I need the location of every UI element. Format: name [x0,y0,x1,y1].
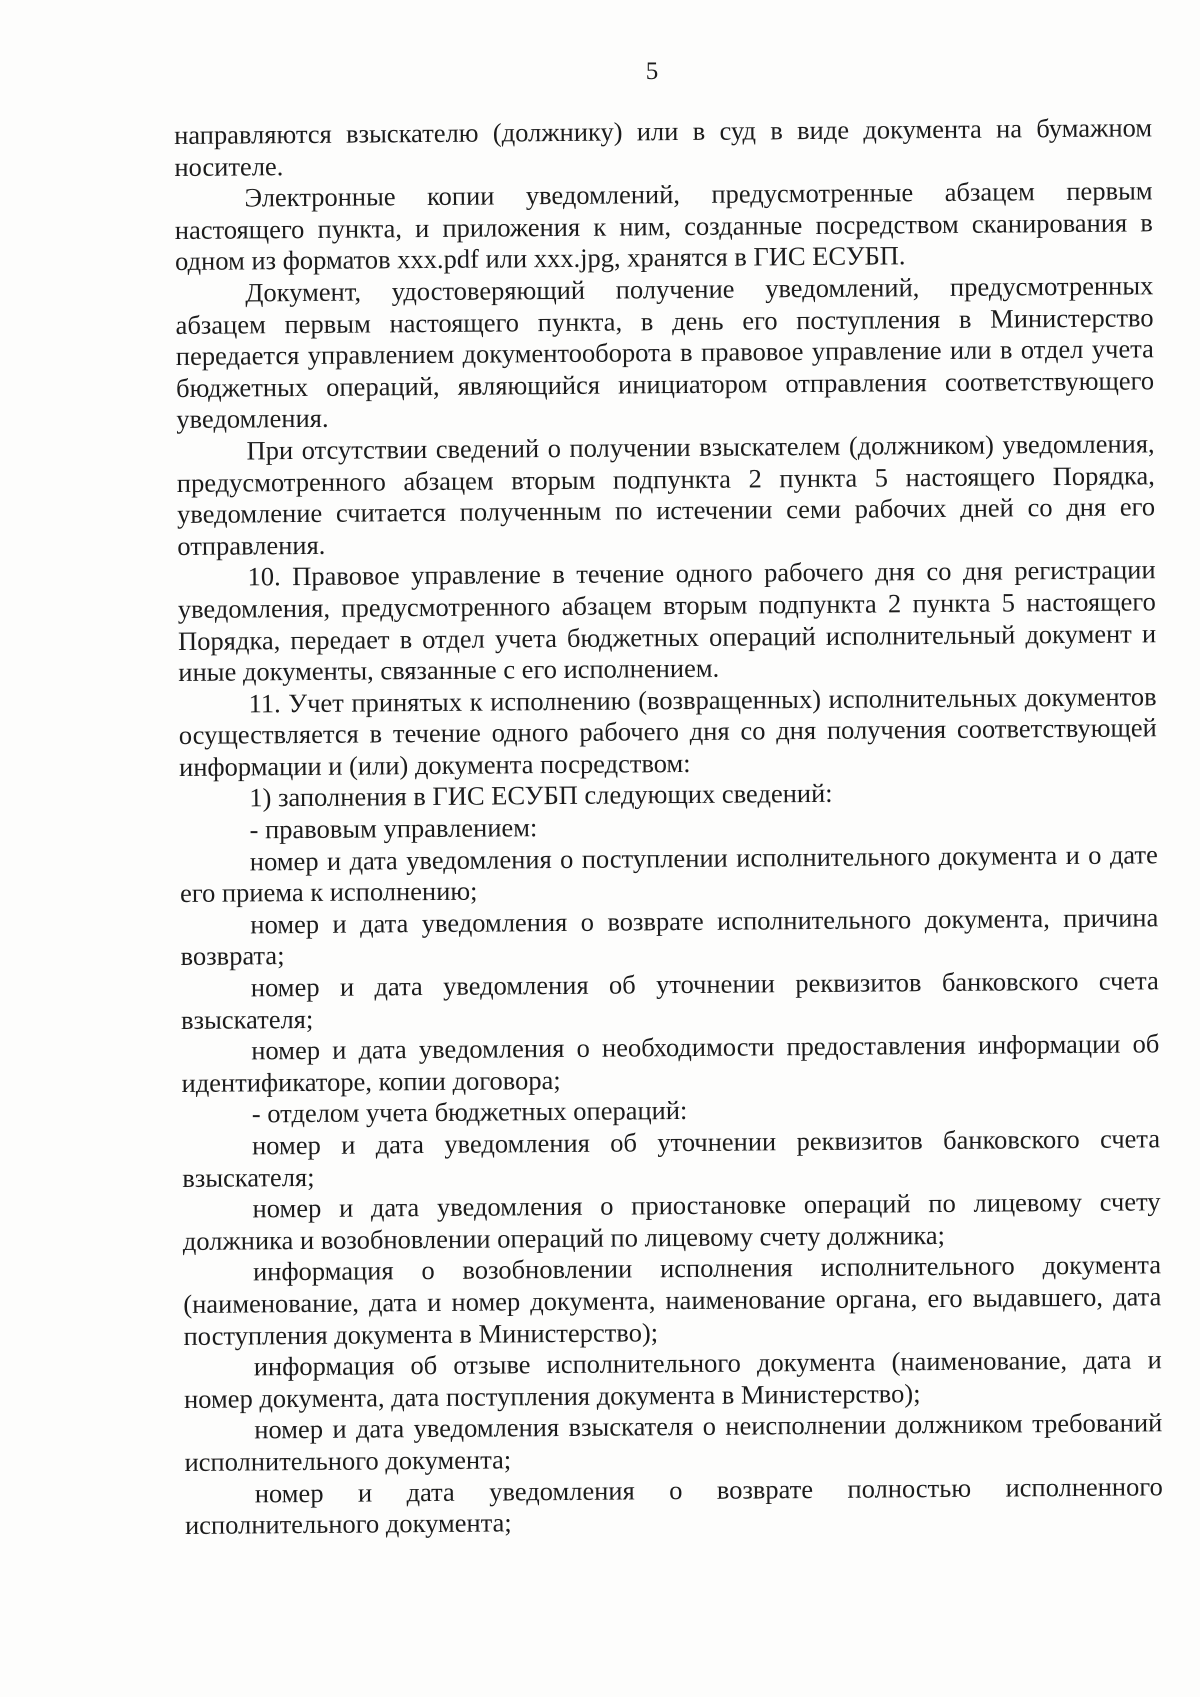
paragraph-list-heading: - правовым управлением: [249,812,538,845]
paragraph-list-entry: номер и дата уведомления о поступлении исполнительного документа и о дате его приема к исполнению; [179,838,1158,909]
paragraph-list-entry: номер и дата уведомления о возврате исполнительного документа, причина возврата; [180,902,1159,972]
document-body [174,112,1163,1541]
paragraph-item-11: 11. Учет принятых к исполнению (возвращенных) исполнительных документов осуществляется в течение одного рабочего дня со дня получения соответствующей информации и (или) документа посредством: [178,680,1157,782]
paragraph-list-entry: номер и дата уведомления о приостановке операций по лицевому счету должника и возобновлении операций по лицевому счету должника; [182,1186,1161,1256]
paragraph-list-entry: номер и дата уведомления об уточнении реквизитов банковского счета взыскателя; [182,1123,1161,1193]
paragraph-continuation: направляются взыскателю (должнику) или в суд в виде документа на бумажном носителе. [174,112,1153,182]
paragraph-list-entry: информация об отзыве исполнительного документа (наименование, дата и номер документа, дата поступления документа в Министерство); [183,1344,1162,1414]
paragraph-item-10: 10. Правовое управление в течение одного рабочего дня со дня регистрации уведомления, предусмотренного абзацем вторым подпункта 2 пункта 5 настоящего Порядка, передает в отдел учета бюджетных операций исполнительный документ и иные документы, связанные с его исполнением. [177,554,1157,688]
paragraph: Документ, удостоверяющий получение уведомлений, предусмотренных абзацем первым настоящего пункта, в день его поступления в Министерство передается управлением документооборота в правовое управление или в отдел учета бюджетных операций, являющийся инициатором отправления соответствующего уведомления. [175,270,1155,435]
paragraph-list-heading: - отделом учета бюджетных операций: [251,1095,688,1129]
paragraph-list-entry: номер и дата уведомления об уточнении реквизитов банковского счета взыскателя; [180,965,1159,1035]
paragraph: При отсутствии сведений о получении взыскателем (должником) уведомления, предусмотренного абзацем вторым подпункта 2 пункта 5 настоящего Порядка, уведомление считается полученным по истечении семи рабочих дней со дня его отправления. [176,428,1156,561]
paragraph-list-entry: номер и дата уведомления взыскателя о неисполнении должником требований исполнительного документа; [184,1407,1163,1477]
paragraph-list-entry: номер и дата уведомления о необходимости предоставления информации об идентификаторе, копии договора; [181,1028,1160,1098]
paragraph-list-entry: номер и дата уведомления о возврате полностью исполненного исполнительного документа; [184,1470,1163,1541]
page-number: 5 [645,58,659,85]
paragraph: Электронные копии уведомлений, предусмотренные абзацем первым настоящего пункта, и приложения к ним, созданные посредством сканирования в одном из форматов xxx.pdf или xxx.jpg, хранятся в ГИС ЕСУБП. [174,175,1153,277]
paragraph-subitem-1: 1) заполнения в ГИС ЕСУБП следующих сведений: [249,778,833,813]
paragraph-list-entry: информация о возобновлении исполнения исполнительного документа (наименование, дата и номер документа, наименование органа, его выдавшего, дата поступления документа в Министерство); [183,1249,1162,1351]
